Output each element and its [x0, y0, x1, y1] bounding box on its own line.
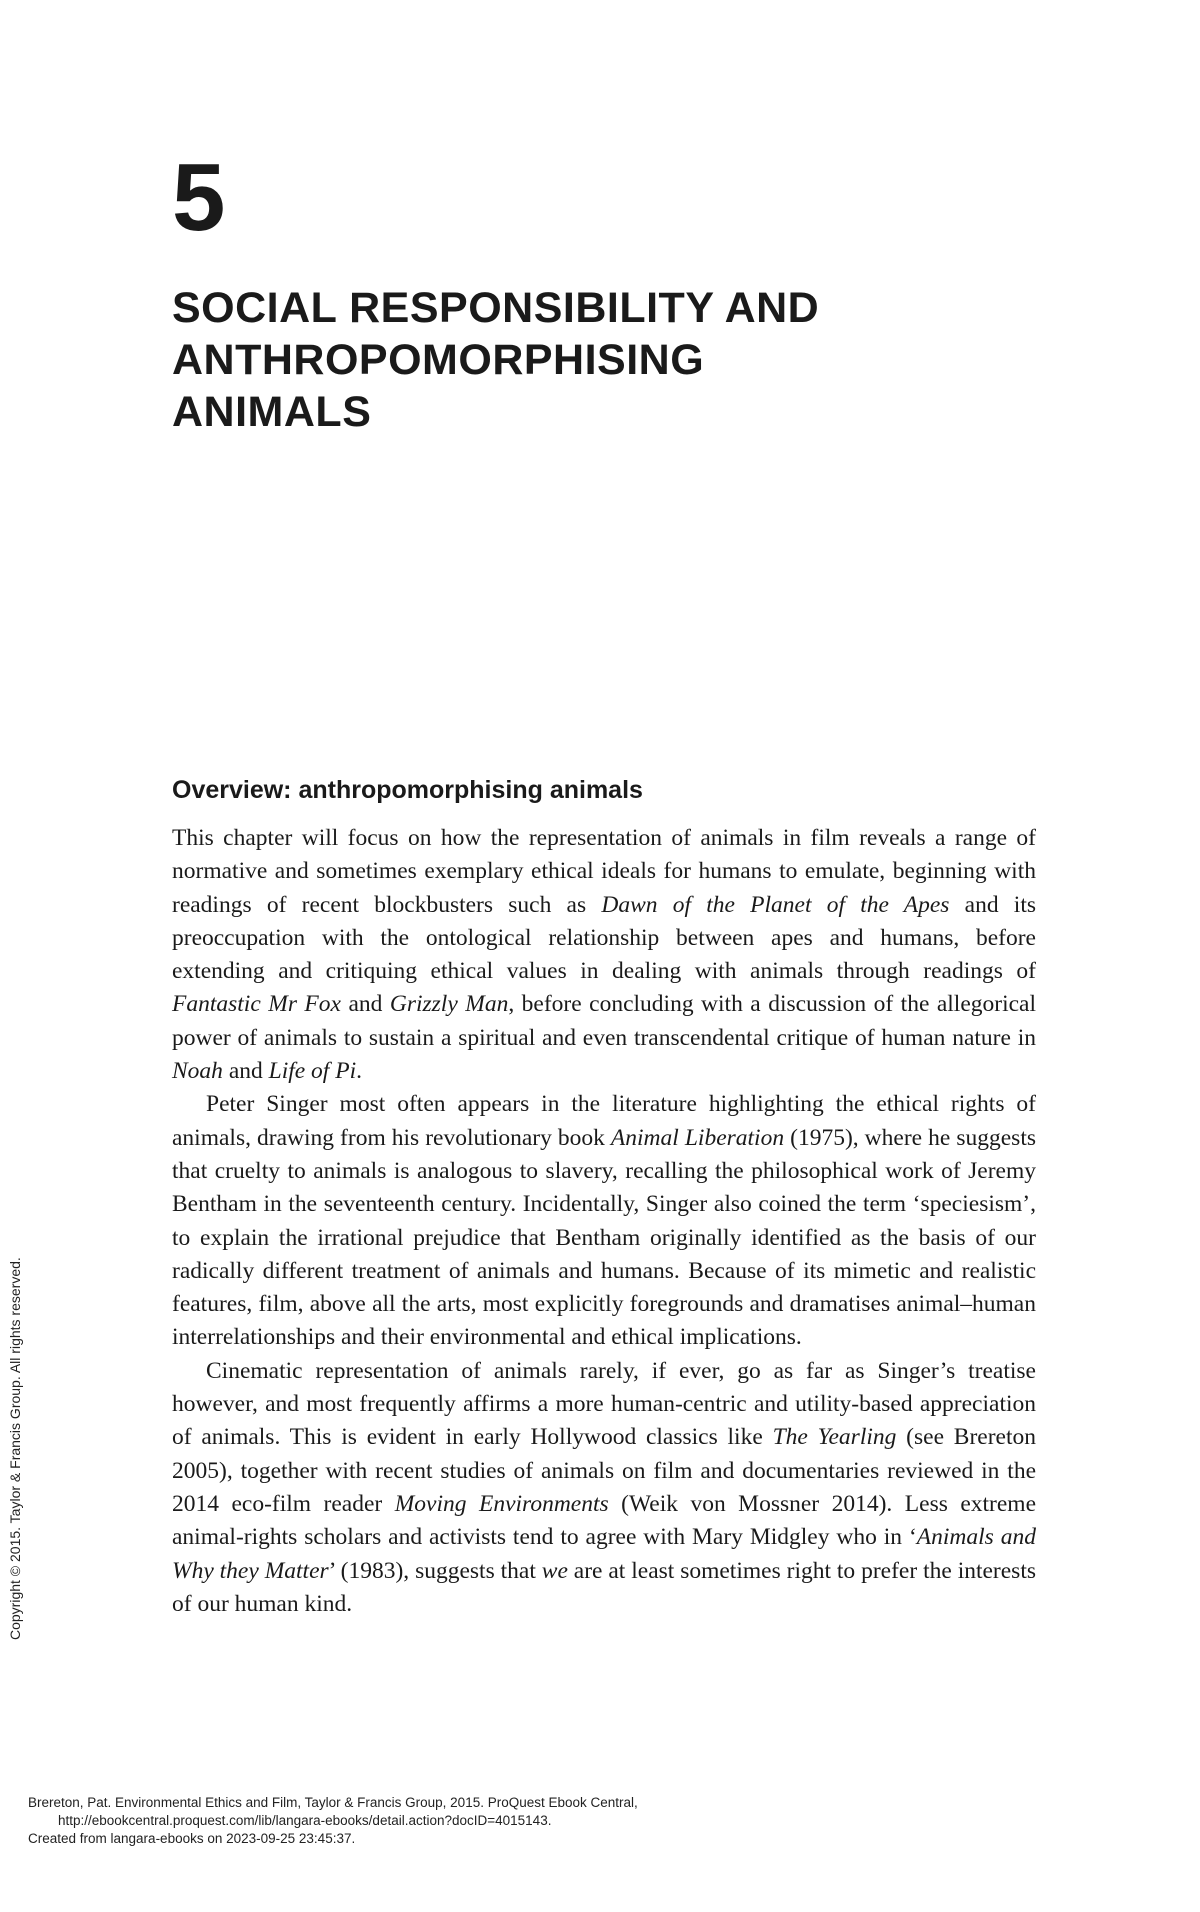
- italic-title: Dawn of the Planet of the Apes: [601, 891, 950, 918]
- text-run: , before concluding with a discussion of the allegorical power of animals to sustain a spiritual and even transcendental critique of human nature in: [172, 991, 1037, 1051]
- citation-url[interactable]: http://ebookcentral.proquest.com/lib/langara-ebooks/detail.action?docID=4015143.: [58, 1813, 552, 1828]
- section-heading: Overview: anthropomorphising animals: [172, 776, 643, 804]
- italic-title: Animals and Why they Matter: [172, 1524, 1036, 1584]
- body-text: [172, 822, 1036, 1621]
- italic-title: Life of Pi: [268, 1058, 357, 1085]
- text-run: are at least sometimes right to prefer the interests of our human kind.: [172, 1557, 1037, 1617]
- text-run: .: [356, 1058, 362, 1085]
- text-run: (Weik von Mossner 2014). Less extreme animal-rights scholars and activists tend to agree with Mary Midgley who in ‘: [172, 1490, 1037, 1551]
- text-run: (see Brereton 2005), together with recent studies of animals on film and documentaries reviewed in the 2014 eco-film reader: [172, 1424, 1036, 1517]
- italic-title: Noah: [172, 1058, 223, 1085]
- citation-created: Created from langara-ebooks on 2023-09-25 23:45:37.: [28, 1831, 356, 1846]
- italic-title: Animal Liberation: [610, 1124, 785, 1151]
- text-run: (1975), where he suggests that cruelty to animals is analogous to slavery, recalling the philosophical work of Jeremy Bentham in the seventeenth century. Incidentally, Singer also coined the term ‘speciesism’, to explain the irrational prejudice that Bentham originally identified as the basis of our radically different treatment of animals and humans. Because of its mimetic and realistic features, film, above all the arts, most explicitly foregrounds and dramatises animal–human interrelationships and their environmental and ethical implications.: [172, 1124, 1036, 1351]
- chapter-number: 5: [172, 144, 224, 251]
- paragraph: [172, 1355, 1036, 1621]
- text-run: ’ (1983), suggests that: [328, 1557, 542, 1584]
- copyright-notice: Copyright © 2015. Taylor & Francis Group. All rights reserved.: [7, 1257, 23, 1640]
- citation-footer: [28, 1794, 1178, 1848]
- citation-line: Brereton, Pat. Environmental Ethics and Film, Taylor & Francis Group, 2015. ProQuest Ebook Central,: [28, 1795, 638, 1810]
- text-run: This chapter will focus on how the representation of animals in film reveals a range of normative and sometimes exemplary ethical ideals for humans to emulate, beginning with readings of recent blockbusters such as: [172, 825, 1036, 918]
- text-run: Cinematic representation of animals rarely, if ever, go as far as Singer’s treatise however, and most frequently affirms a more human-centric and utility-based appreciation of animals. This is evident in early Hollywood classics like: [172, 1357, 1036, 1451]
- text-run: and: [340, 991, 390, 1018]
- text-run: and its preoccupation with the ontological relationship between apes and humans, before extending and critiquing ethical values in dealing with animals through readings of: [172, 891, 1036, 985]
- italic-title: Grizzly Man: [389, 991, 509, 1018]
- italic-title: The Yearling: [772, 1424, 897, 1451]
- italic-title: we: [541, 1557, 568, 1584]
- text-run: Peter Singer most often appears in the literature highlighting the ethical rights of animals, drawing from his revolutionary book: [172, 1091, 1036, 1151]
- text-run: and: [222, 1058, 269, 1085]
- chapter-title-line: SOCIAL RESPONSIBILITY AND: [172, 284, 820, 332]
- chapter-title-line: ANTHROPOMORPHISING: [172, 336, 705, 384]
- paragraph: [172, 1088, 1036, 1354]
- italic-title: Fantastic Mr Fox: [172, 991, 341, 1018]
- paragraph: [172, 822, 1036, 1088]
- italic-title: Moving Environments: [394, 1490, 609, 1517]
- chapter-title: [172, 282, 872, 438]
- chapter-title-line: ANIMALS: [172, 388, 372, 436]
